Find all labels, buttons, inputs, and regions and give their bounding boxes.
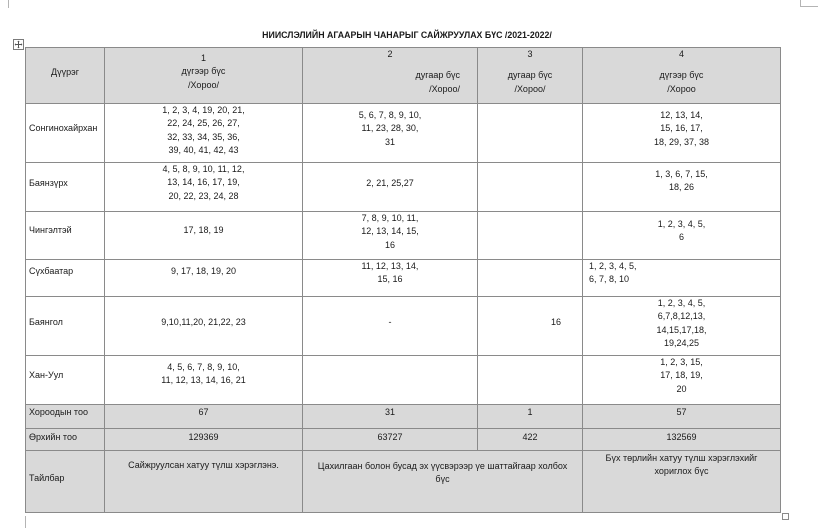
household-count-zone-1-cell[interactable]	[105, 429, 303, 451]
khoroo-count-label: Хороодын тоо	[29, 407, 88, 417]
page-title: НИИСЛЭЛИЙН АГААРЫН ЧАНАРЫГ САЙЖРУУЛАХ БҮС /2021-2022/	[262, 30, 552, 40]
khoroo-list-line: 9,10,11,20, 21,22, 23	[161, 317, 246, 327]
khoroo-list-line: 13, 14, 16, 17, 19,	[167, 177, 240, 188]
zone-1-khoroo-cell[interactable]	[105, 163, 303, 212]
zone-2-label: дугаар бүс	[415, 70, 460, 81]
khoroo-count-zone-3-cell[interactable]	[478, 405, 583, 429]
khoroo-count-value: 1	[527, 407, 533, 417]
zone-3-unit: /Хороо/	[514, 83, 546, 94]
khoroo-list-line: 6	[678, 232, 684, 243]
khoroo-list-line: 32, 33, 34, 35, 36,	[167, 131, 240, 142]
zone-2-number: 2	[387, 49, 393, 59]
zone-4-khoroo-cell[interactable]	[583, 297, 781, 356]
zone-2-khoroo-cell[interactable]	[303, 297, 478, 356]
khoroo-list-line: 15, 16, 17,	[660, 123, 703, 134]
zone-1-khoroo-cell[interactable]	[105, 104, 303, 163]
table-row-bayanzurkh	[26, 163, 781, 212]
header-zone-4-cell[interactable]	[583, 48, 781, 104]
zone-4-khoroo-cell[interactable]	[583, 163, 781, 212]
khoroo-list-line: 17, 18, 19,	[660, 370, 703, 381]
district-name: Баянзүрх	[29, 178, 68, 188]
khoroo-list-line: 20	[676, 383, 687, 394]
table-row-khan-uul	[26, 356, 781, 405]
notes-zone-2-3-text-line: Цахилгаан болон бусад эх үүсвэрээр үе шаттайгаар холбох	[317, 461, 568, 471]
household-count-value: 422	[522, 432, 538, 442]
khoroo-list-line: 15, 16	[377, 274, 403, 285]
header-district-label: Дүүрэг	[51, 67, 79, 77]
khoroo-list-line: 17, 18, 19	[183, 225, 224, 235]
header-row	[26, 48, 781, 104]
text-boundary-mark-bottom-left	[25, 516, 26, 528]
khoroo-list-line: 18, 26	[668, 182, 695, 193]
khoroo-list-line: 22, 24, 25, 26, 27,	[167, 118, 240, 129]
district-name: Чингэлтэй	[29, 225, 72, 235]
khoroo-list-line: 1, 2, 3, 4, 5,	[657, 298, 706, 308]
khoroo-list-line: 6,7,8,12,13,	[657, 311, 706, 322]
khoroo-list-line: 12, 13, 14, 15,	[361, 226, 419, 237]
household-count-value: 63727	[377, 432, 403, 442]
notes-zone-2-3-cell[interactable]	[303, 451, 583, 513]
khoroo-list-line: 16	[384, 239, 395, 250]
khoroo-count-value: 31	[384, 407, 395, 417]
household-count-label-cell[interactable]	[26, 429, 105, 451]
text-boundary-mark-top-right-horizontal	[800, 6, 818, 7]
khoroo-count-value: 67	[198, 407, 209, 417]
khoroo-list-line: 9, 17, 18, 19, 20	[170, 266, 237, 276]
district-cell[interactable]	[26, 356, 105, 405]
khoroo-list-line: 14,15,17,18,	[656, 324, 707, 335]
table-row-khoroo-count	[26, 405, 781, 429]
khoroo-count-label-cell[interactable]	[26, 405, 105, 429]
notes-zone-1-cell[interactable]	[105, 451, 303, 513]
zone-1-label: дүгээр бүс	[181, 66, 226, 77]
table-row-bayangol	[26, 297, 781, 356]
zone-1-khoroo-cell[interactable]	[105, 212, 303, 260]
zone-3-number: 3	[527, 49, 533, 59]
khoroo-list-line: -	[388, 317, 392, 327]
zone-2-khoroo-cell[interactable]	[303, 104, 478, 163]
household-count-label: Өрхийн тоо	[29, 432, 77, 442]
zone-1-khoroo-cell[interactable]	[105, 260, 303, 297]
zone-3-khoroo-cell[interactable]	[478, 297, 583, 356]
table-resize-handle[interactable]	[782, 513, 789, 520]
district-cell[interactable]	[26, 212, 105, 260]
notes-zone-4-text-line: хориглох бүс	[654, 465, 709, 476]
khoroo-list-line: 2, 21, 25,27	[366, 178, 414, 188]
khoroo-list-line: 20, 22, 23, 24, 28	[168, 190, 239, 201]
zone-4-khoroo-cell[interactable]	[583, 260, 781, 297]
zone-4-khoroo-cell[interactable]	[583, 212, 781, 260]
khoroo-list-line: 18, 29, 37, 38	[653, 136, 710, 147]
zone-1-khoroo-cell[interactable]	[105, 297, 303, 356]
khoroo-count-zone-2-cell[interactable]	[303, 405, 478, 429]
zone-3-khoroo-cell[interactable]	[478, 260, 583, 297]
district-name: Сүхбаатар	[29, 266, 74, 276]
district-cell[interactable]	[26, 297, 105, 356]
zone-table	[25, 47, 781, 513]
notes-label-cell[interactable]	[26, 451, 105, 513]
khoroo-list-line: 1, 2, 3, 15,	[660, 357, 703, 367]
district-name: Сонгинохайрхан	[29, 123, 98, 133]
khoroo-list-line: 19,24,25	[663, 337, 700, 348]
district-cell[interactable]	[26, 260, 105, 297]
text-boundary-mark-top-left	[8, 0, 9, 8]
district-name: Хан-Уул	[29, 370, 64, 380]
table-move-handle-icon[interactable]	[13, 39, 24, 50]
khoroo-list-line: 1, 2, 3, 4, 19, 20, 21,	[162, 105, 245, 115]
khoroo-list-line: 1, 2, 3, 4, 5,	[589, 261, 637, 271]
khoroo-list-line: 5, 6, 7, 8, 9, 10,	[358, 110, 422, 120]
khoroo-list-line: 31	[384, 136, 395, 147]
zone-3-khoroo-cell[interactable]	[478, 212, 583, 260]
khoroo-list-line: 1, 2, 3, 4, 5,	[657, 219, 706, 229]
zone-4-number: 4	[678, 49, 684, 59]
khoroo-list-line: 4, 5, 6, 7, 8, 9, 10,	[167, 362, 240, 372]
zone-1-number: 1	[200, 53, 206, 63]
household-count-value: 132569	[666, 432, 697, 442]
zone-1-khoroo-cell[interactable]	[105, 356, 303, 405]
khoroo-list-line: 7, 8, 9, 10, 11,	[361, 213, 419, 223]
notes-zone-1-text: Сайжруулсан хатуу түлш хэрэглэнэ.	[128, 460, 279, 470]
khoroo-count-zone-1-cell[interactable]	[105, 405, 303, 429]
district-cell[interactable]	[26, 163, 105, 212]
khoroo-list-line: 4, 5, 8, 9, 10, 11, 12,	[162, 164, 245, 174]
district-cell[interactable]	[26, 104, 105, 163]
table-row-chingeltei	[26, 212, 781, 260]
header-district-cell[interactable]	[26, 48, 105, 104]
khoroo-count-zone-4-cell[interactable]	[583, 405, 781, 429]
zone-4-unit: /Хороо	[667, 83, 696, 94]
table-row-sukhbaatar	[26, 260, 781, 297]
zone-2-khoroo-cell[interactable]	[303, 212, 478, 260]
district-name: Баянгол	[29, 317, 63, 327]
household-count-zone-2-cell[interactable]	[303, 429, 478, 451]
khoroo-list-line: 11, 12, 13, 14, 16, 21	[161, 375, 246, 386]
zone-3-khoroo-cell[interactable]	[478, 104, 583, 163]
notes-zone-4-text-line: Бүх төрлийн хатуу түлш хэрэглэхийг	[605, 453, 758, 463]
zone-3-khoroo-cell[interactable]	[478, 163, 583, 212]
zone-2-khoroo-cell[interactable]	[303, 163, 478, 212]
khoroo-list-line: 11, 23, 28, 30,	[361, 123, 419, 134]
header-zone-3-cell[interactable]	[478, 48, 583, 104]
khoroo-list-line: 39, 40, 41, 42, 43	[168, 144, 239, 155]
household-count-zone-3-cell[interactable]	[478, 429, 583, 451]
household-count-zone-4-cell[interactable]	[583, 429, 781, 451]
zone-1-unit: /Хороо/	[188, 79, 219, 90]
khoroo-list-line: 6, 7, 8, 10	[589, 274, 630, 285]
khoroo-list-line: 16	[550, 317, 561, 327]
khoroo-count-value: 57	[676, 407, 687, 417]
household-count-value: 129369	[188, 432, 219, 442]
zone-4-khoroo-cell[interactable]	[583, 104, 781, 163]
khoroo-list-line: 11, 12, 13, 14,	[361, 261, 419, 271]
khoroo-list-line: 1, 3, 6, 7, 15,	[655, 169, 708, 179]
table-row-songinokhairkhan	[26, 104, 781, 163]
zone-4-label: дүгээр бүс	[659, 70, 704, 81]
table-row-household-count	[26, 429, 781, 451]
notes-zone-4-cell[interactable]	[583, 451, 781, 513]
zone-2-unit: /Хороо/	[429, 83, 460, 94]
khoroo-list-line: 12, 13, 14,	[660, 110, 703, 120]
notes-zone-2-3-text-line: бүс	[435, 473, 450, 484]
zone-2-khoroo-cell[interactable]	[303, 356, 478, 405]
table-row-notes	[26, 451, 781, 513]
zone-4-khoroo-cell[interactable]	[583, 356, 781, 405]
zone-3-label: дугаар бүс	[507, 70, 553, 81]
header-zone-1-cell[interactable]	[105, 48, 303, 104]
zone-3-khoroo-cell[interactable]	[478, 356, 583, 405]
notes-label: Тайлбар	[29, 473, 65, 483]
header-zone-2-cell[interactable]	[303, 48, 478, 104]
zone-2-khoroo-cell[interactable]	[303, 260, 478, 297]
